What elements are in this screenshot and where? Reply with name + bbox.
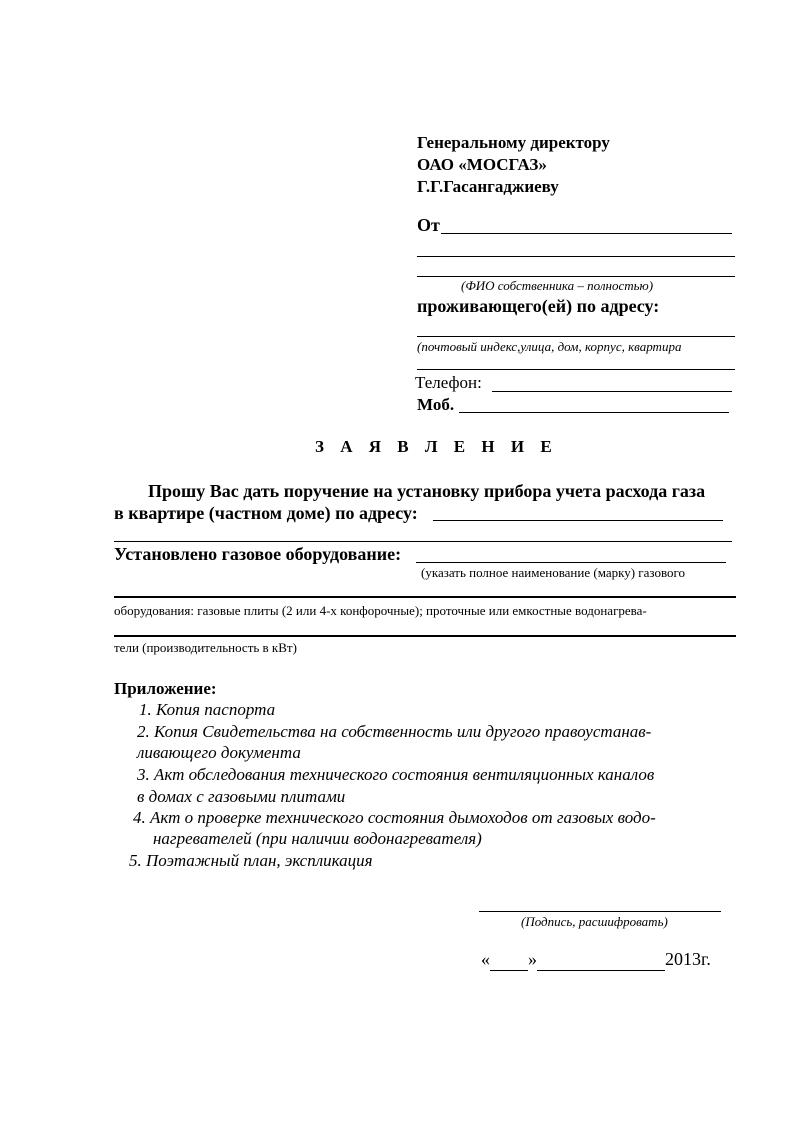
date-line [481,949,711,971]
attachment-item-continued: нагревателей (при наличии водонагревателя) [153,829,482,848]
date-quote-open: « [481,949,490,969]
from-fio-field[interactable] [441,233,732,234]
date-year: 2013г. [665,949,711,969]
equipment-field[interactable] [416,562,726,563]
attachment-item: 1. Копия паспорта [139,700,276,719]
equipment-field-line-2[interactable] [114,596,736,598]
attachment-item-continued: в домах с газовыми плитами [137,787,346,806]
date-month-field[interactable] [537,949,665,971]
mobile-field[interactable] [459,412,729,413]
phone-field[interactable] [492,391,732,392]
attachments-heading: Приложение: [114,679,217,698]
attachment-item: 2. Копия Свидетельства на собственность или другого правоустанав- [137,722,652,741]
attachment-item: 3. Акт обследования технического состояния вентиляционных каналов [137,765,655,784]
addressee-line-3: Г.Г.Гасангаджиеву [417,177,559,196]
from-fio-field-line-3[interactable] [417,276,735,277]
mobile-label: Моб. [417,395,455,414]
document-title: З А Я В Л Е Н И Е [315,437,558,456]
equipment-hint-line-2: тели (производительность в кВт) [114,640,297,655]
address-caption: (почтовый индекс,улица, дом, корпус, квартира [417,339,682,354]
from-label: От [417,215,440,235]
addressee-line-2: ОАО «МОСГАЗ» [417,155,547,174]
request-line-1: Прошу Вас дать поручение на установку прибора учета расхода газа [148,481,706,501]
attachment-item: 4. Акт о проверке технического состояния дымоходов от газовых водо- [133,808,656,827]
address-field[interactable] [417,336,735,337]
fio-caption: (ФИО собственника – полностью) [461,278,654,293]
residence-label: проживающего(ей) по адресу: [417,296,660,316]
signature-caption: (Подпись, расшифровать) [521,914,668,929]
phone-label: Телефон: [415,373,482,392]
attachment-item-continued: ливающего документа [137,743,301,762]
attachment-item: 5. Поэтажный план, экспликация [129,851,373,870]
request-line-2: в квартире (частном доме) по адресу: [114,503,418,523]
addressee-line-1: Генеральному директору [417,133,610,152]
signature-field[interactable] [479,911,721,912]
equipment-label: Установлено газовое оборудование: [114,544,402,564]
from-fio-field-line-2[interactable] [417,256,735,257]
request-address-field[interactable] [433,520,723,521]
date-day-field[interactable] [490,949,528,971]
address-field-line-2[interactable] [417,369,735,370]
request-address-field-line-2[interactable] [114,541,732,542]
equipment-hint-line-1: оборудования: газовые плиты (2 или 4-х конфорочные); проточные или емкостные водонагрева- [114,603,647,618]
date-quote-close: » [528,949,537,969]
equipment-field-line-3[interactable] [114,635,736,637]
equipment-caption: (указать полное наименование (марку) газового [421,565,686,580]
